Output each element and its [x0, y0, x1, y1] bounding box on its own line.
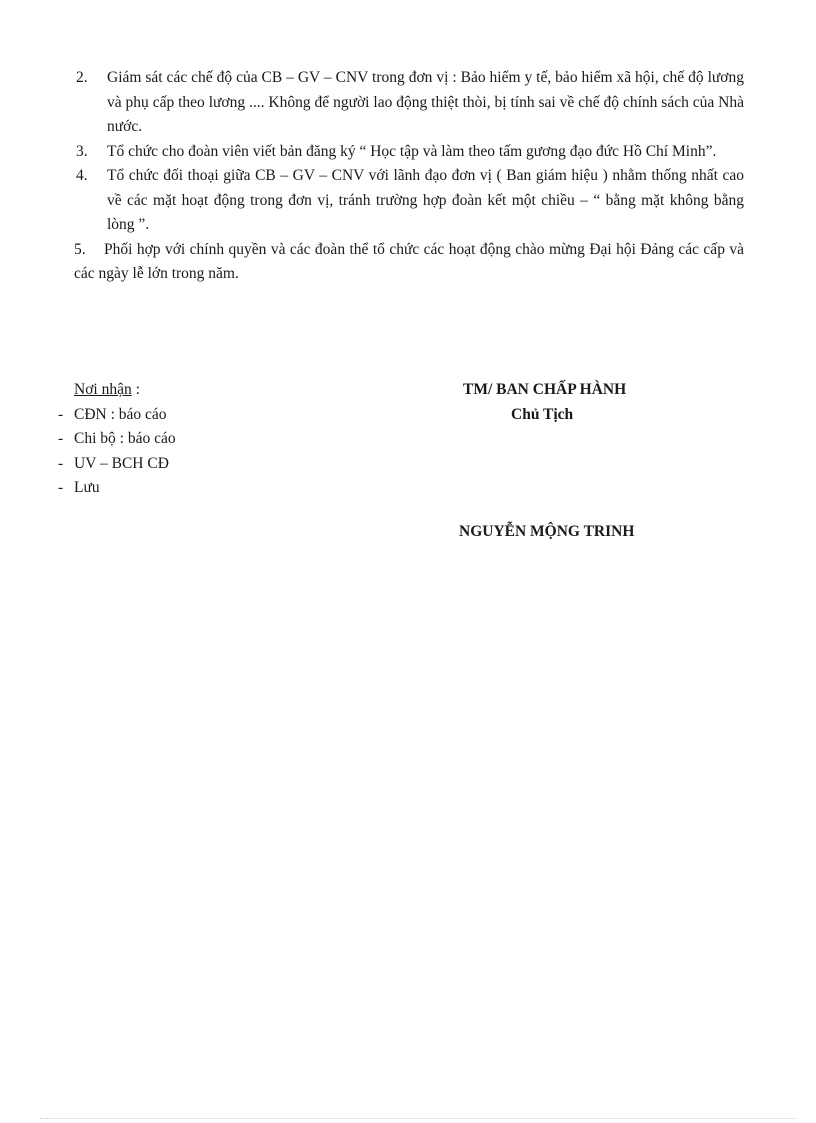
bullet-dash: -	[58, 454, 64, 472]
signature-org: TM/ BAN CHẤP HÀNH	[463, 381, 627, 398]
list-item	[74, 238, 744, 287]
item-number: 4.	[76, 167, 88, 184]
list-item	[74, 164, 744, 238]
recipients-title-suffix: :	[131, 381, 140, 398]
recipient-row	[58, 452, 176, 477]
signer-name: NGUYỄN MỘNG TRINH	[459, 523, 635, 540]
list-item	[74, 140, 744, 165]
bullet-dash: -	[58, 430, 64, 447]
recipient-text: CĐN : báo cáo	[74, 405, 167, 423]
task-list	[74, 66, 744, 287]
recipients-block	[58, 378, 176, 501]
item-number: 5.	[74, 240, 86, 258]
bullet-dash: -	[58, 405, 64, 423]
recipient-row	[58, 403, 176, 428]
recipient-text: Chi bộ : báo cáo	[74, 430, 176, 447]
recipient-text: Lưu	[74, 479, 100, 496]
recipients-title-label: Nơi nhận	[74, 381, 132, 398]
page-bottom-divider	[40, 1118, 796, 1119]
item-text: Phối hợp với chính quyền và các đoàn thể tổ chức các hoạt động chào mừng Đại hội Đảng các cấp và các ngày lễ lớn trong năm.	[74, 240, 744, 282]
item-number: 2.	[76, 69, 88, 86]
recipient-row	[58, 427, 176, 452]
list-item	[74, 66, 744, 140]
item-text: Tổ chức đối thoại giữa CB – GV – CNV với lãnh đạo đơn vị ( Ban giám hiệu ) nhằm thống nhất cao về các mặt hoạt động trong đơn vị, tránh trường hợp đoàn kết một chiều – “ bằng mặt không bằng lòng ”.	[107, 167, 744, 233]
item-text: Tổ chức cho đoàn viên viết bản đăng ký “ Học tập và làm theo tấm gương đạo đức Hồ Chí Minh”.	[107, 142, 717, 160]
recipient-text: UV – BCH CĐ	[74, 454, 169, 472]
signature-title: Chủ Tịch	[511, 405, 574, 423]
item-text: Giám sát các chế độ của CB – GV – CNV trong đơn vị : Bảo hiểm y tế, bảo hiểm xã hội, chế độ lương và phụ cấp theo lương .... Không để người lao động thiệt thòi, bị tính sai về chế độ chính sách của Nhà nước.	[107, 69, 744, 135]
bullet-dash: -	[58, 479, 64, 496]
recipient-row	[58, 476, 176, 501]
signature-block	[463, 378, 626, 427]
item-number: 3.	[76, 142, 88, 160]
recipients-title	[58, 378, 176, 403]
